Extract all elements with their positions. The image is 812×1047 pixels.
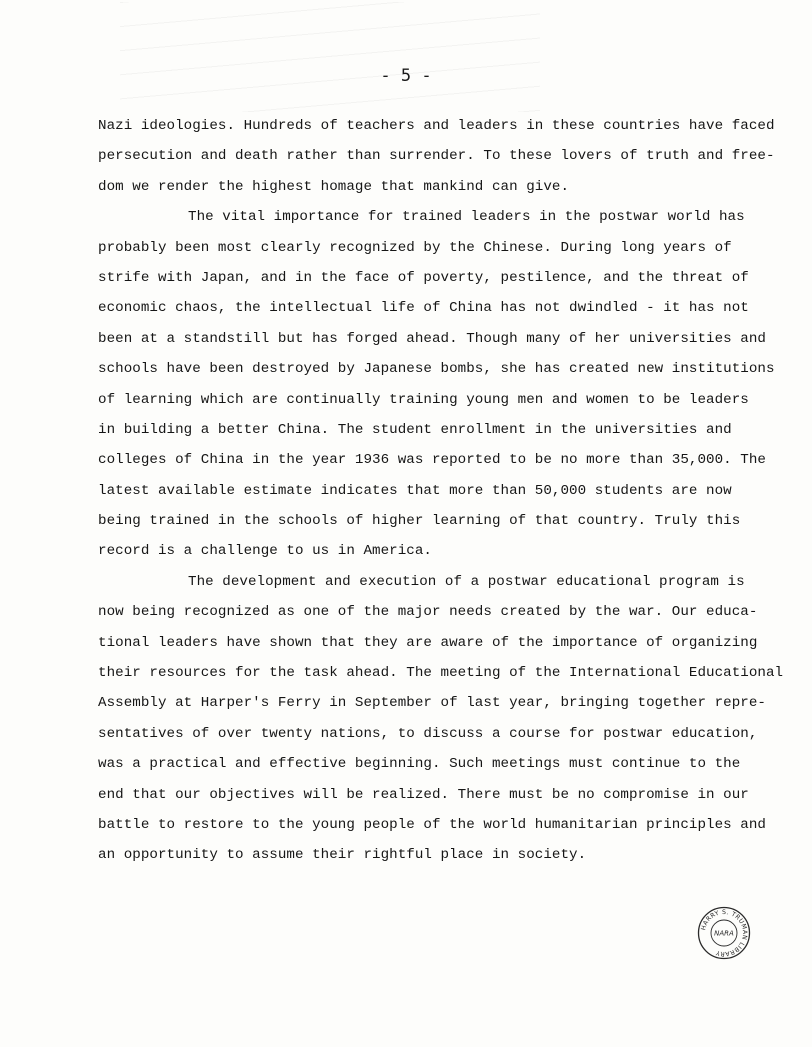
paragraph-3-line-1: The development and execution of a postwar educational program is xyxy=(188,573,745,590)
paragraph-1-line-2: persecution and death rather than surrender. To these lovers of truth and free- xyxy=(98,148,775,165)
paragraph-2-line-12: record is a challenge to us in America. xyxy=(98,543,432,560)
paragraph-3-line-7: was a practical and effective beginning. Such meetings must continue to the xyxy=(98,756,741,773)
body-text xyxy=(98,111,798,871)
paragraph-2-line-9: colleges of China in the year 1936 was reported to be no more than 35,000. The xyxy=(98,452,766,469)
paragraph-3-line-5: Assembly at Harper's Ferry in September of last year, bringing together repre- xyxy=(98,695,766,712)
paragraph-2-line-1: The vital importance for trained leaders in the postwar world has xyxy=(188,209,745,226)
paragraph-2-line-3: strife with Japan, and in the face of poverty, pestilence, and the threat of xyxy=(98,269,749,286)
paragraph-2-line-10: latest available estimate indicates that more than 50,000 students are now xyxy=(98,482,732,499)
paragraph-2-line-5: been at a standstill but has forged ahead. Though many of her universities and xyxy=(98,330,766,347)
paragraph-2-line-8: in building a better China. The student enrollment in the universities and xyxy=(98,421,732,438)
stamp-ring-text: HARRY S. TRUMAN LIBRARY xyxy=(700,908,749,958)
bleed-through-texture xyxy=(120,2,540,112)
paragraph-1-line-1: Nazi ideologies. Hundreds of teachers and leaders in these countries have faced xyxy=(98,118,775,134)
paragraph-3-line-10: an opportunity to assume their rightful place in society. xyxy=(98,847,587,864)
paragraph-3-line-4: their resources for the task ahead. The meeting of the International Educational xyxy=(98,665,784,682)
paragraph-1-line-3: dom we render the highest homage that mankind can give. xyxy=(98,178,570,195)
paragraph-3-line-2: now being recognized as one of the major needs created by the war. Our educa- xyxy=(98,604,758,621)
paragraph-2-line-7: of learning which are continually training young men and women to be leaders xyxy=(98,391,749,408)
page-number: - 5 - xyxy=(380,66,432,86)
archive-stamp xyxy=(697,906,751,960)
paragraph-3-line-9: battle to restore to the young people of the world humanitarian principles and xyxy=(98,816,766,833)
paragraph-2-line-4: economic chaos, the intellectual life of China has not dwindled - it has not xyxy=(98,300,749,317)
paragraph-2-line-6: schools have been destroyed by Japanese bombs, she has created new institutions xyxy=(98,361,775,378)
paragraph-2-line-2: probably been most clearly recognized by the Chinese. During long years of xyxy=(98,239,732,256)
paragraph-3-line-6: sentatives of over twenty nations, to discuss a course for postwar education, xyxy=(98,725,758,742)
paragraph-3-line-8: end that our objectives will be realized. There must be no compromise in our xyxy=(98,786,749,803)
stamp-center-text: NARA xyxy=(714,929,734,938)
paragraph-3-line-3: tional leaders have shown that they are aware of the importance of organizing xyxy=(98,634,758,651)
paragraph-2-line-11: being trained in the schools of higher learning of that country. Truly this xyxy=(98,513,741,530)
